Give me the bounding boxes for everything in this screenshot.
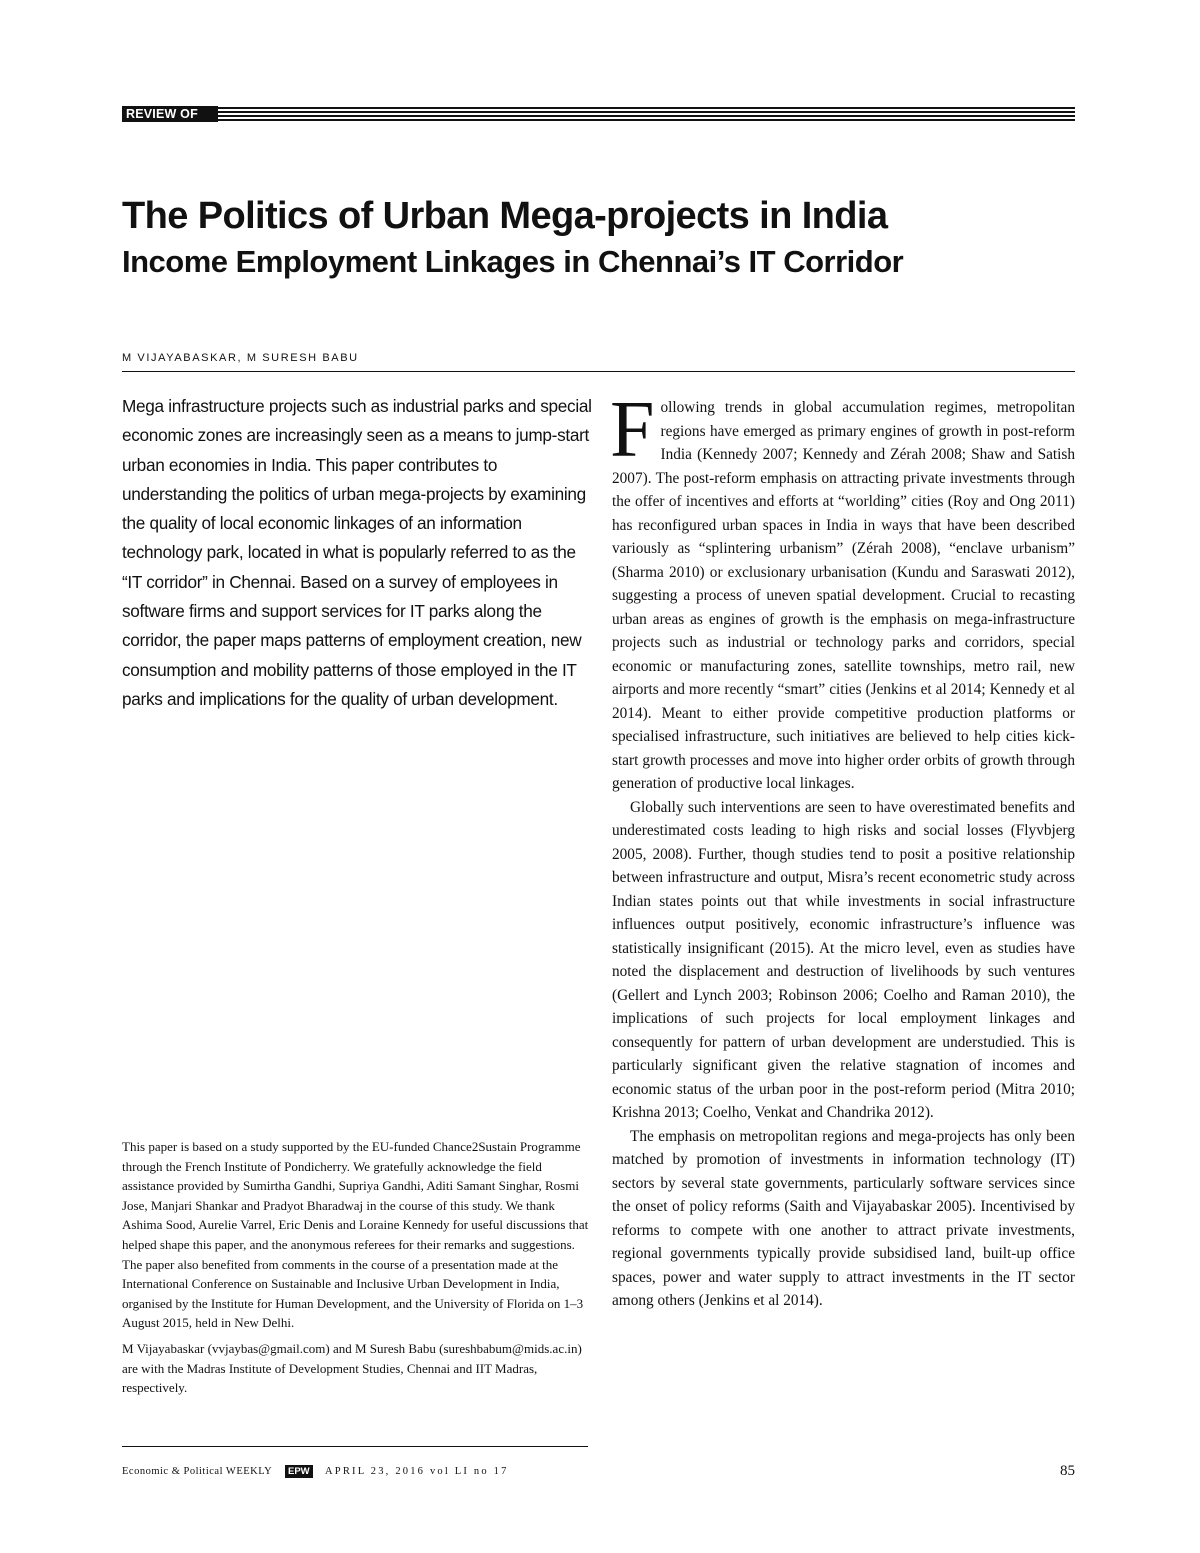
- author-line: M VIJAYABASKAR, M SURESH BABU: [122, 352, 359, 364]
- drop-cap: F: [610, 386, 655, 474]
- body-paragraph-1: Following trends in global accumulation regimes, metropolitan regions have emerged as primary engines of growth in post-reform India (Kennedy 2007; Kennedy and Zérah 2008; Shaw and Satish 2007). The post-reform emphasis on attracting private investments through the offer of incentives and efforts at “worlding” cities (Roy and Ong 2011) has reconfigured urban spaces in India in ways that have been described variously as “splintering urbanism” (Zérah 2008), “enclave urbanism” (Sharma 2010) or exclusionary urbanisation (Kundu and Saraswati 2012), suggesting a process of uneven spatial development. Crucial to recasting urban areas as engines of growth is the emphasis on mega-infrastructure projects such as industrial or technology parks and corridors, special economic or manufacturing zones, satellite townships, metro rail, new airports and more recently “smart” cities (Jenkins et al 2014; Kennedy et al 2014). Meant to either provide competitive production platforms or specialised infrastructure, such initiatives are believed to help cities kick-start growth processes and move into higher order orbits of growth through generation of productive local linkages.: [610, 386, 1075, 792]
- body-paragraph-2: Globally such interventions are seen to have overestimated benefits and underestimated costs leading to high risks and social losses (Flyvbjerg 2005, 2008). Further, though studies tend to posit a positive relationship between infrastructure and output, Misra’s recent econometric study across Indian states points out that while investments in social infrastructure influences output positively, economic infrastructure’s influence was statistically insignificant (2015). At the micro level, even as studies have noted the displacement and destruction of livelihoods by such ventures (Gellert and Lynch 2003; Robinson 2006; Coelho and Raman 2010), the implications of such projects for local employment linkages and consequently for pattern of urban development are understudied. This is particularly significant given the relative stagnation of incomes and economic status of the urban poor in the post-reform period (Mitra 2010; Krishna 2013; Coelho, Venkat and Chandrika 2012).: [612, 798, 1075, 1121]
- article-title: The Politics of Urban Mega-projects in India: [122, 195, 888, 237]
- footnote: [122, 1137, 592, 1398]
- page-footer: [122, 1464, 1075, 1482]
- author-divider: [122, 371, 1075, 372]
- body-column: [610, 386, 1075, 1313]
- body-paragraph-3: The emphasis on metropolitan regions and mega-projects has only been matched by promotion of investments in information technology (IT) sectors by several state governments, particularly software services since the onset of policy reforms (Saith and Vijayabaskar 2005). Incentivised by reforms to compete with one another to attract private investments, regional governments typically provide subsidised land, built-up office spaces, power and water supply to attract investments in the IT sector among others (Jenkins et al 2014).: [612, 1127, 1075, 1309]
- issue-date: APRIL 23, 2016 vol LI no 17: [325, 1466, 509, 1477]
- section-header-rules: [122, 107, 1075, 121]
- article-subtitle: Income Employment Linkages in Chennai’s IT Corridor: [122, 244, 904, 279]
- section-label: REVIEW OF URBAN AFFAIRS: [122, 106, 218, 122]
- footnote-divider: [122, 1446, 588, 1447]
- footnote-affiliation: M Vijayabaskar (vvjaybas@gmail.com) and M Suresh Babu (sureshbabum@mids.ac.in) are with the Madras Institute of Development Studies, Chennai and IIT Madras, respectively.: [122, 1340, 582, 1396]
- journal-logo: EPW: [285, 1465, 313, 1478]
- page-number: 85: [1060, 1463, 1075, 1479]
- abstract: Mega infrastructure projects such as industrial parks and special economic zones are increasingly seen as a means to jump-start urban economies in India. This paper contributes to understanding the politics of urban mega-projects by examining the quality of local economic linkages of an information technology park, located in what is popularly referred to as the “IT corridor” in Chennai. Based on a survey of employees in software firms and support services for IT parks along the corridor, the paper maps patterns of employment creation, new consumption and mobility patterns of those employed in the IT parks and implications for the quality of urban development.: [122, 396, 592, 709]
- footnote-acknowledgement: This paper is based on a study supported by the EU-funded Chance2Sustain Programme through the French Institute of Pondicherry. We gratefully acknowledge the field assistance provided by Sumirtha Gandhi, Supriya Gandhi, Aditi Samant Singhar, Rosmi Jose, Manjari Shankar and Pradyot Bharadwaj in the course of this study. We thank Ashima Sood, Aurelie Varrel, Eric Denis and Loraine Kennedy for useful discussions that helped shape this paper, and the anonymous referees for their remarks and suggestions. The paper also benefited from comments in the course of a presentation made at the International Conference on Sustainable and Inclusive Urban Development in India, organised by the Institute for Human Development, and the University of Florida on 1–3 August 2015, held in New Delhi.: [122, 1139, 589, 1331]
- journal-name: Economic & Political WEEKLY: [122, 1466, 273, 1477]
- section-header: [122, 106, 1075, 153]
